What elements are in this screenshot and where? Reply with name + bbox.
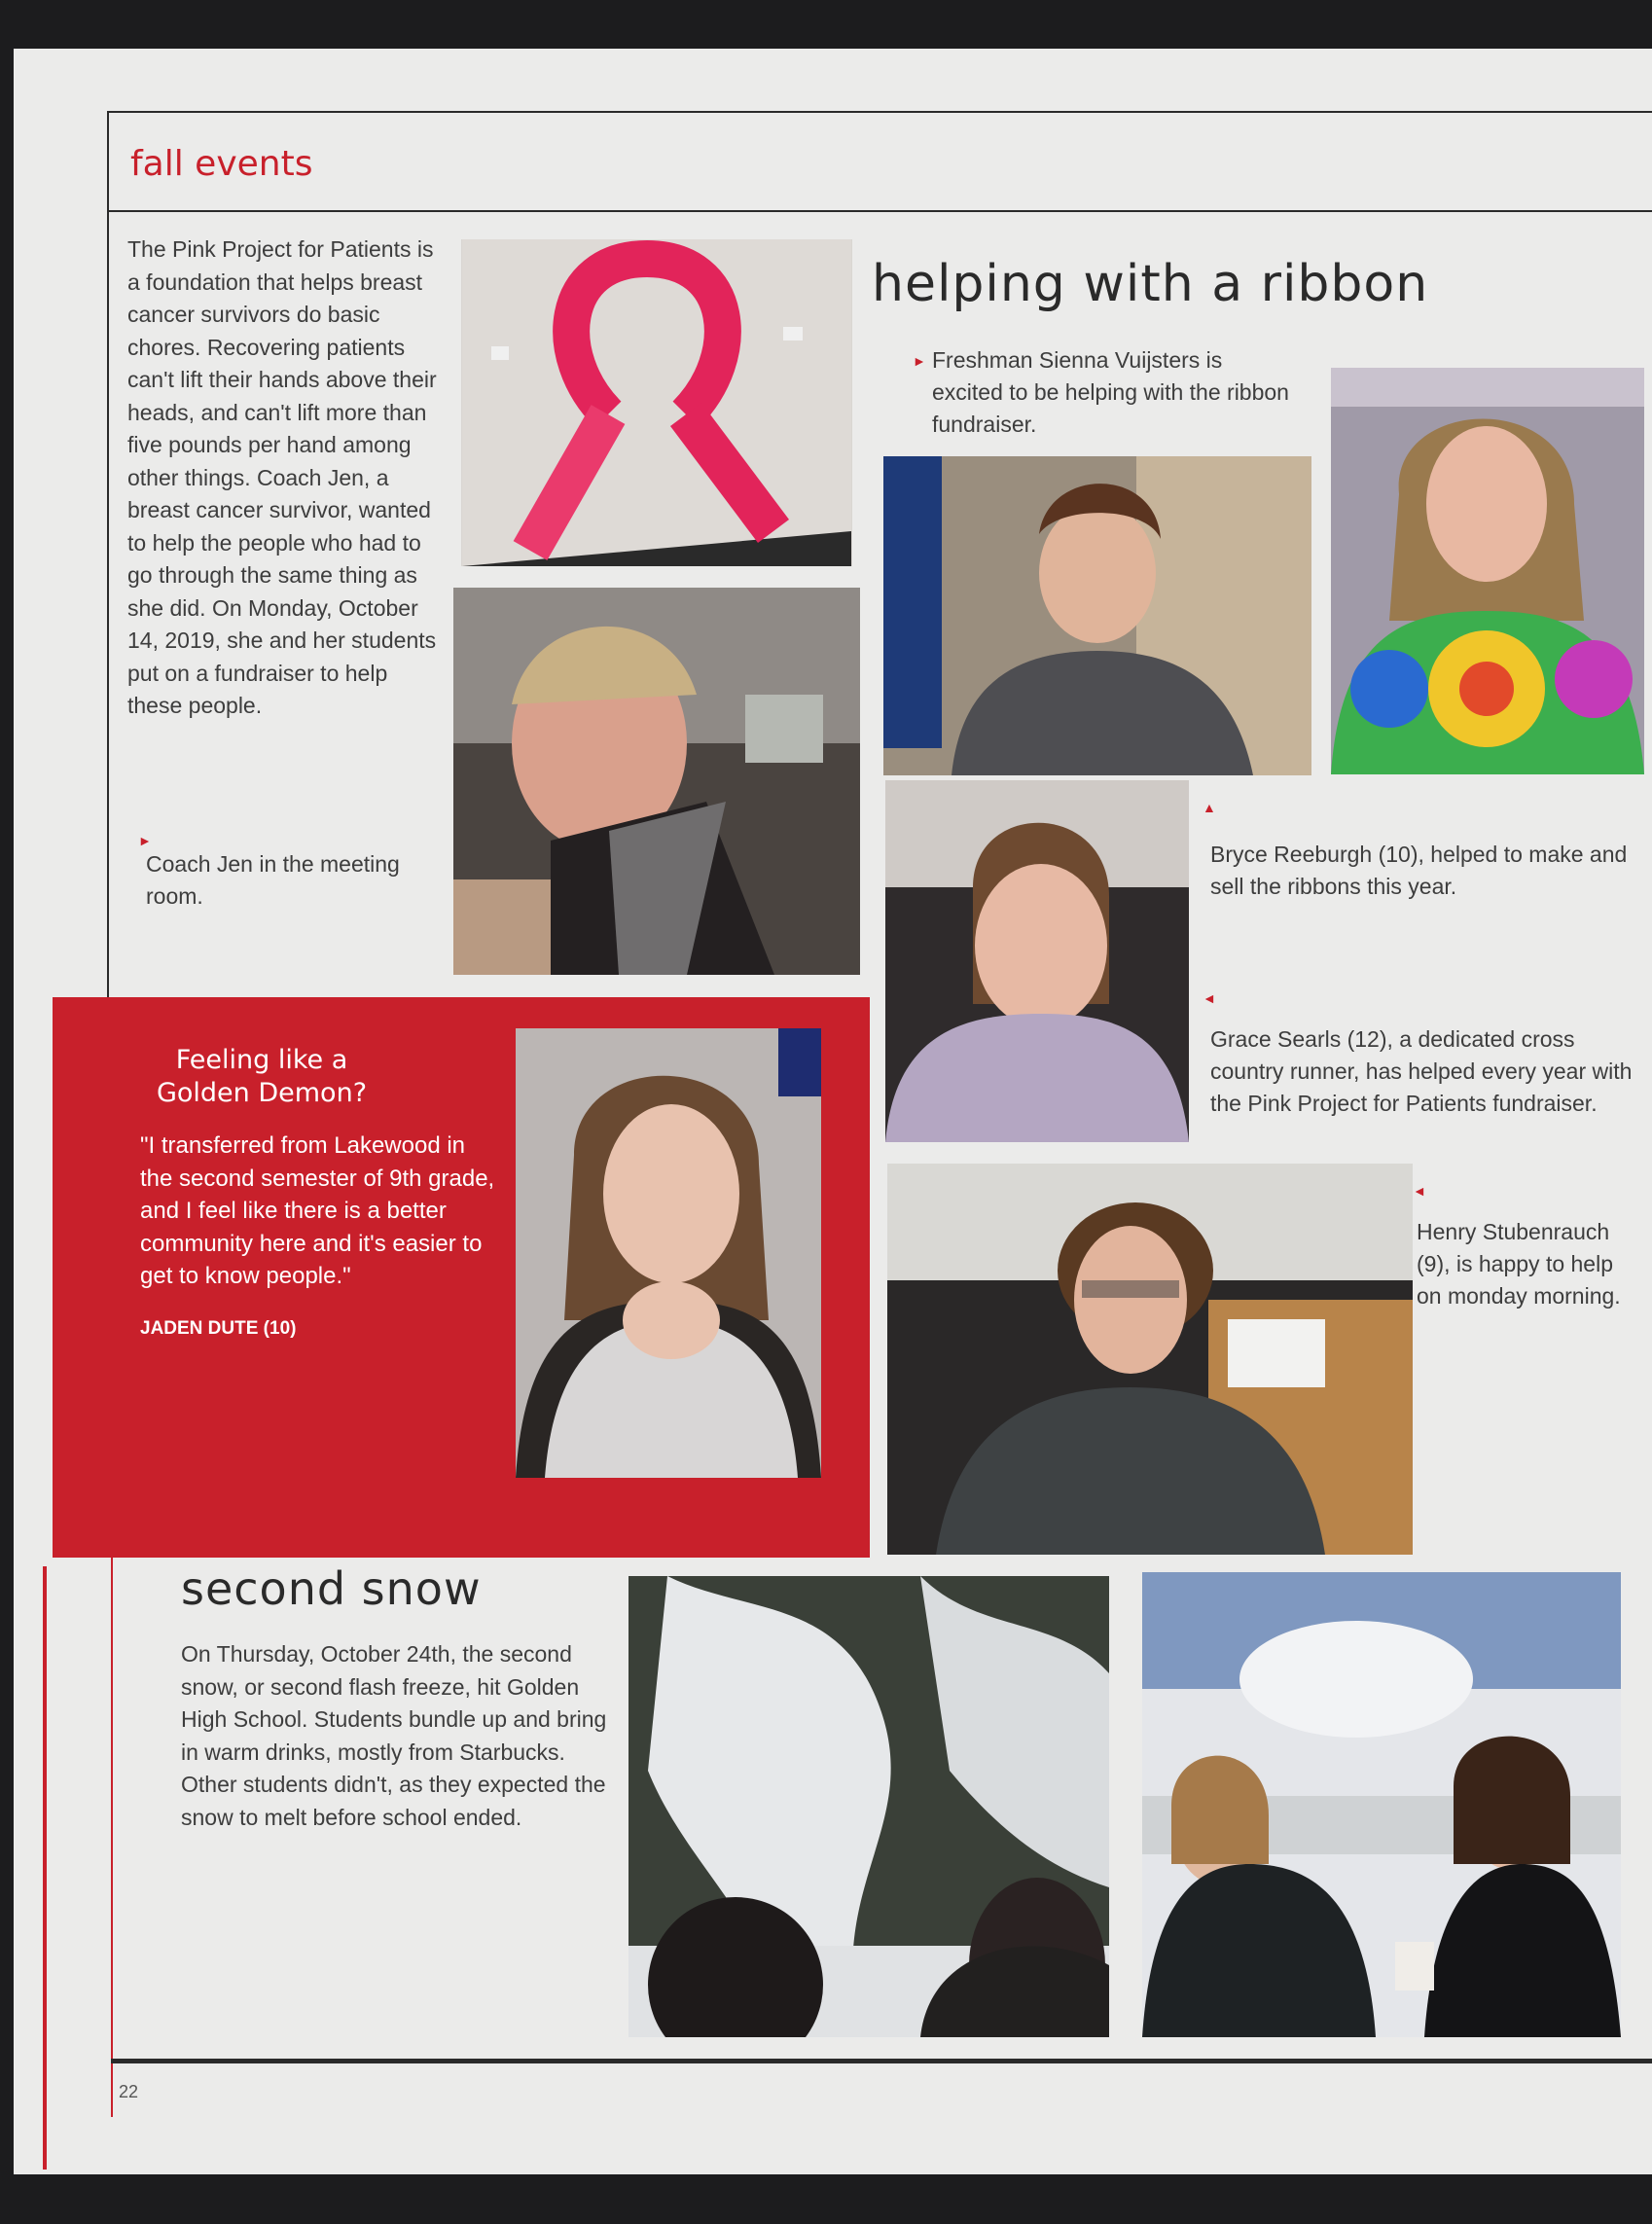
quote-box — [53, 997, 870, 1558]
coach-jen-photo — [453, 588, 860, 975]
snow-body: On Thursday, October 24th, the second snow, or second flash freeze, hit Golden High School. Students bundle up and bring in warm drinks, mostly from Starbucks. Other students didn't, as they expected the snow to melt before school ended. — [181, 1641, 607, 1830]
yearbook-page — [14, 49, 1652, 2174]
grace-caption: Grace Searls (12), a dedicated cross country runner, has helped every year with the Pink Project for Patients fundraiser. — [1210, 1026, 1633, 1116]
coach-caption: Coach Jen in the meeting room. — [146, 851, 400, 909]
caption-arrow-icon: ◄ — [1413, 1183, 1426, 1199]
snow-tree-photo — [628, 1576, 1109, 2037]
bottom-rule — [111, 2059, 1652, 2063]
caption-arrow-icon: ► — [913, 353, 926, 369]
snow-girls-photo — [1142, 1572, 1621, 2037]
lower-accent-rule — [43, 1566, 47, 2170]
bryce-caption: Bryce Reeburgh (10), helped to make and sell the ribbons this year. — [1210, 842, 1628, 899]
header-top-rule — [107, 111, 1652, 113]
left-frame-rule — [107, 111, 109, 1053]
sienna-caption: Freshman Sienna Vuijsters is excited to be helping with the ribbon fundraiser. — [932, 347, 1289, 437]
ribbon-section-title: helping with a ribbon — [872, 255, 1429, 313]
henry-caption: Henry Stubenrauch (9), is happy to help on monday morning. — [1417, 1219, 1621, 1309]
henry-photo — [887, 1164, 1413, 1555]
quote-text: "I transferred from Lakewood in the second semester of 9th grade, and I feel like there is a better community here and it's easier to get to know people." — [140, 1132, 495, 1289]
pink-project-body: The Pink Project for Patients is a foundation that helps breast cancer survivors do basic chores. Recovering patients can't lift their hands above their heads, and can't lift more than five pounds per hand among other things. Coach Jen, a breast cancer survivor, wanted to help the people who had to go through the same thing as she did. On Monday, October 14, 2019, she and her students put on a fundraiser to help these people. — [127, 236, 437, 718]
caption-arrow-icon: ▲ — [1203, 800, 1216, 815]
caption-arrow-icon: ► — [138, 833, 152, 848]
page-number: 22 — [119, 2082, 139, 2101]
lower-left-rule — [111, 1074, 113, 2117]
sienna-photo — [1331, 368, 1644, 774]
boy-photo — [883, 456, 1311, 775]
quote-attribution: JADEN DUTE (10) — [140, 1318, 297, 1339]
header-bottom-rule — [107, 210, 1652, 212]
snow-section-title: second snow — [181, 1562, 482, 1615]
quote-title: Feeling like a Golden Demon? — [156, 1045, 368, 1108]
page-title: fall events — [130, 144, 313, 184]
caption-arrow-icon: ◄ — [1203, 990, 1216, 1006]
ribbon-photo — [461, 239, 852, 566]
bryce-photo — [885, 780, 1189, 1142]
jaden-photo — [516, 1028, 821, 1478]
